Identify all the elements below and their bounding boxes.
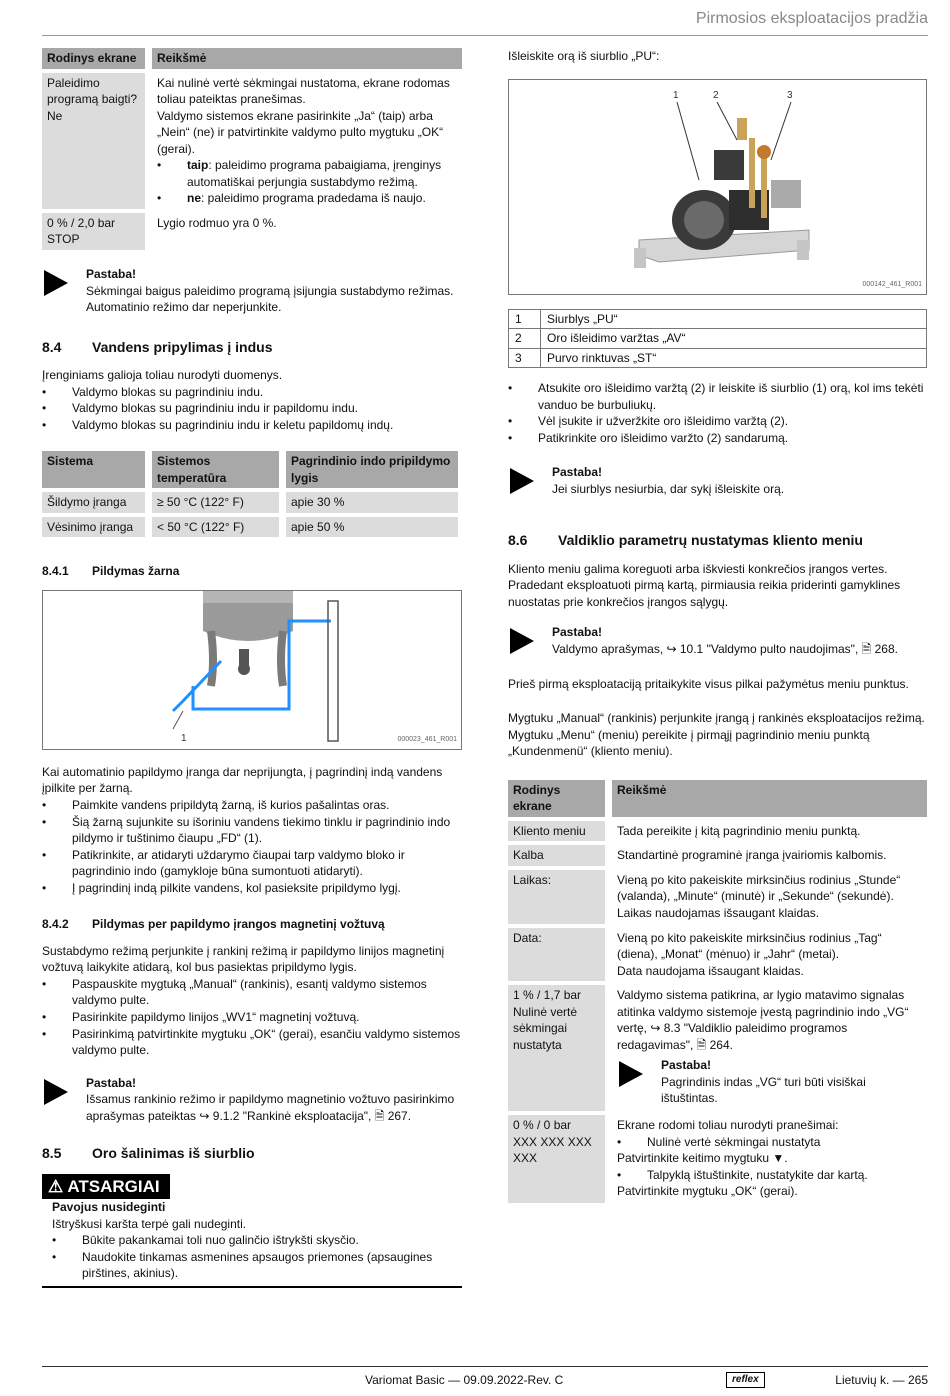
section-heading: 8.6 Valdiklio parametrų nustatymas kliento meniu <box>508 532 863 549</box>
figure-callout: 2 <box>713 89 719 101</box>
note-block: Pastaba! Valdymo aprašymas, ↪ 10.1 "Valdymo pulto naudojimas", 🗎 268. <box>508 624 927 657</box>
pump-figure <box>508 79 927 295</box>
figure-code: 000023_461_R001 <box>397 736 457 744</box>
table-row: Kliento meniu Tada pereikite į kitą pagrindinio meniu punktą. <box>508 821 927 842</box>
paragraph: Prieš pirmą eksploataciją pritaikykite visus pilkai pažymėtus meniu punktus. <box>508 676 909 691</box>
list-item: • Valdymo blokas su pagrindiniu indu ir papildomu indu. <box>42 400 462 417</box>
danger-title: Pavojus nusideginti <box>52 1200 166 1215</box>
list-item: • Vėl įsukite ir užveržkite oro išleidimo varžtą (2). <box>508 413 927 430</box>
bullet-list <box>42 976 462 1059</box>
table-cell: 0 % / 2,0 bar STOP <box>42 213 152 250</box>
section-heading: 8.5 Oro šalinimas iš siurblio <box>42 1145 255 1162</box>
fill-level-table <box>42 447 458 541</box>
customer-menu-table <box>508 776 927 1207</box>
list-item: • Į pagrindinį indą pilkite vandens, kol pasieksite pripildymo lygį. <box>42 880 462 897</box>
header-divider <box>42 35 928 36</box>
section-heading: 8.4 Vandens pripylimas į indus <box>42 338 273 355</box>
table-row: 1 Siurblys „PU“ <box>509 309 927 329</box>
table-cell: Vėsinimo įranga <box>42 517 152 538</box>
note-block: Pastaba! Pagrindinis indas „VG“ turi būti visiškai ištuštintas. <box>617 1057 922 1107</box>
table-header: Rodinys ekrane <box>508 780 612 817</box>
paragraph: Mygtuku „Manual“ (rankinis) perjunkite įrangą į rankinės eksploatacijos režimą. <box>508 711 925 726</box>
table-row: Laikas: Vieną po kito pakeiskite mirksinčius rodinius „Stunde“ (valanda), „Minute“ (minutė) ir „Sekunde“ (sekundė). Laikas naudojamas išsaugant klaidas. <box>508 870 927 924</box>
hose-filling-figure <box>42 590 462 750</box>
bullet-list <box>52 1232 462 1282</box>
brand-logo: reflex <box>726 1372 765 1388</box>
table-header: Reikšmė <box>152 48 462 69</box>
note-arrow-icon <box>619 1061 643 1087</box>
table-row: 2 Oro išleidimo varžtas „AV“ <box>509 329 927 349</box>
bullet-list <box>42 797 462 896</box>
list-item: • Nulinė vertė sėkmingai nustatyta <box>617 1134 922 1151</box>
list-item: • Patikrinkite oro išleidimo varžto (2) sandarumą. <box>508 430 927 447</box>
figure-callout: 1 <box>181 732 187 744</box>
right-column <box>508 48 927 1207</box>
table-header: Rodinys ekrane <box>42 48 152 69</box>
caution-badge: ⚠ ATSARGIAI <box>42 1174 170 1199</box>
note-arrow-icon <box>44 1079 68 1105</box>
table-cell: < 50 °C (122° F) <box>152 517 286 538</box>
pump-illustration <box>509 80 926 294</box>
paragraph: Ištryškusi karšta terpė gali nudeginti. <box>52 1216 247 1231</box>
table-cell: Lygio rodmuo yra 0 %. <box>157 215 277 230</box>
footer-page-number: Lietuvių k. — 265 <box>835 1373 928 1387</box>
table-cell: Paleidimo programą baigti? Ne <box>42 73 152 209</box>
note-block: Pastaba! Sėkmingai baigus paleidimo programą įsijungia sustabdymo režimas. Automatinio režimo dar neperjunkite. <box>42 266 462 316</box>
left-column <box>42 48 462 1288</box>
paragraph: Kai nulinė vertė sėkmingai nustatoma, ekrane rodomas toliau pateiktas pranešimas. <box>157 75 450 107</box>
table-row: Data: Vieną po kito pakeiskite mirksinčius rodinius „Tag“ (diena), „Monat“ (mėnuo) ir „Jahr“ (metai). Data naudojama išsaugant klaidas. <box>508 928 927 982</box>
list-item: • Talpyklą ištuštinkite, nustatykite dar kartą. <box>617 1167 922 1184</box>
note-block: Pastaba! Išsamus rankinio režimo ir papildymo magnetinio vožtuvo pasirinkimo aprašymas pateiktas ↪ 9.1.2 "Rankinė eksploatacija", 🗎 267. <box>42 1075 462 1125</box>
list-item: • Paimkite vandens pripildytą žarną, iš kurios pašalintas oras. <box>42 797 462 814</box>
list-item: • Naudokite tinkamas asmenines apsaugos priemones (apsaugines pirštines, akinius). <box>52 1249 462 1282</box>
list-item: • taip: paleidimo programa pabaigiama, įrenginys automatiškai perjungia sustabdymo režimą. <box>157 157 457 190</box>
paragraph: Mygtuku „Menu“ (meniu) pereikite į pirmąjį pagrindinio meniu punktą „Kundenmenü“ (kliento meniu). <box>508 727 870 759</box>
paragraph: Kai automatinio papildymo įranga dar neprijungta, į pagrindinį indą vandens įpilkite per žarną. <box>42 764 443 796</box>
parts-table <box>508 309 927 369</box>
figure-code: 000142_461_R001 <box>862 280 922 288</box>
paragraph: Valdymo sistemos ekrane pasirinkite „Ja“ (taip) arba „Nein“ (ne) ir patvirtinkite valdymo pulto mygtuku „OK“ (gerai). <box>157 108 444 156</box>
table-cell: Šildymo įranga <box>42 492 152 513</box>
table-cell <box>152 73 462 209</box>
list-item: • Atsukite oro išleidimo varžtą (2) ir leiskite iš siurblio (1) orą, kol ims tekėti vanduo be burbuliukų. <box>508 380 927 413</box>
paragraph: Kliento meniu galima koreguoti arba iškviesti konkrečios įrangos vertes. Pradedant eksploatuoti pirmą kartą, pirmiausia reikia priderinti gamyklines nuostatas prie konkrečios įrangos sąlygų. <box>508 561 901 609</box>
bullet-list <box>508 380 927 446</box>
page-header-title: Pirmosios eksploatacijos pradžia <box>695 10 928 27</box>
list-item: • Pasirinkimą patvirtinkite mygtuku „OK“ (gerai), esančiu valdymo sistemos valdymo pulte. <box>42 1026 462 1059</box>
note-arrow-icon <box>510 468 534 494</box>
figure-callout: 3 <box>787 89 793 101</box>
table-row: 3 Purvo rinktuvas „ST“ <box>509 348 927 368</box>
vessel-hose-illustration <box>43 591 461 749</box>
paragraph: Įrenginiams galioja toliau nurodyti duomenys. <box>42 367 283 382</box>
note-block: Pastaba! Jei siurblys nesiurbia, dar sykį išleiskite orą. <box>508 464 927 497</box>
list-item: • Būkite pakankamai toli nuo galinčio ištrykšti skysčio. <box>52 1232 462 1249</box>
table-row: Kalba Standartinė programinė įranga įvairiomis kalbomis. <box>508 845 927 866</box>
paragraph: Išleiskite orą iš siurblio „PU“: <box>508 49 660 63</box>
table-header: Sistema <box>42 451 152 488</box>
warning-triangle-icon: ⚠ <box>48 1176 68 1196</box>
list-item: • ne: paleidimo programa pradedama iš naujo. <box>157 190 457 207</box>
subsection-heading: 8.4.2 Pildymas per papildymo įrangos magnetinį vožtuvą <box>42 917 385 932</box>
bullet-list <box>42 384 462 434</box>
table-header: Reikšmė <box>612 780 927 817</box>
paragraph: Sustabdymo režimą perjunkite į rankinį režimą ir papildymo linijos magnetinį vožtuvą laikykite atidarą, kol bus pasiektas pripildymo lygis. <box>42 943 445 975</box>
figure-callout: 1 <box>673 89 679 101</box>
table-row: 1 % / 1,7 bar Nulinė vertė sėkmingai nustatyta Valdymo sistema patikrina, ar lygio matavimo signalas atitinka valdymo sistemoje įvestą pagrindinio indo „VG“ vertę, ↪ 8.3 "Valdiklio paleidimo programos redagavimas", 🗎 264. Pastaba! Pagrindinis indas „VG“ turi būti visiškai ištuštintas. <box>508 985 927 1111</box>
table-row: 0 % / 0 bar XXX XXX XXX XXX Ekrane rodomi toliau nurodyti pranešimai: • Nulinė vertė sėkmingai nustatyta Patvirtinkite keitimo mygtuku ▼. • Talpyklą ištuštinkite, nustatykite dar kartą. Patvirtinkite mygtuku „OK“ (gerai). <box>508 1115 927 1203</box>
list-item: • Valdymo blokas su pagrindiniu indu. <box>42 384 462 401</box>
table-cell: apie 50 % <box>286 517 458 538</box>
list-item: • Valdymo blokas su pagrindiniu indu ir keletu papildomų indų. <box>42 417 462 434</box>
footer-document-info: Variomat Basic — 09.09.2022-Rev. C <box>365 1373 564 1387</box>
list-item: • Pasirinkite papildymo linijos „WV1“ magnetinį vožtuvą. <box>42 1009 462 1026</box>
table-cell: ≥ 50 °C (122° F) <box>152 492 286 513</box>
subsection-heading: 8.4.1 Pildymas žarna <box>42 564 180 579</box>
note-arrow-icon <box>44 270 68 296</box>
display-table-1 <box>42 44 462 254</box>
table-cell: apie 30 % <box>286 492 458 513</box>
note-arrow-icon <box>510 628 534 654</box>
table-header: Pagrindinio indo pripildymo lygis <box>286 451 458 488</box>
footer-divider <box>42 1366 928 1367</box>
list-item: • Šią žarną sujunkite su išoriniu vandens tiekimo tinklu ir pagrindinio indo pildymo ir tuštinimo čiaupu „FD“ (1). <box>42 814 462 847</box>
table-header: Sistemos temperatūra <box>152 451 286 488</box>
list-item: • Paspauskite mygtuką „Manual“ (rankinis), esantį valdymo sistemos valdymo pulte. <box>42 976 462 1009</box>
danger-block <box>42 1199 462 1288</box>
list-item: • Patikrinkite, ar atidaryti uždarymo čiaupai tarp valdymo bloko ir pagrindinio indo (gamykloje būna sumontuoti atidaryti). <box>42 847 462 880</box>
